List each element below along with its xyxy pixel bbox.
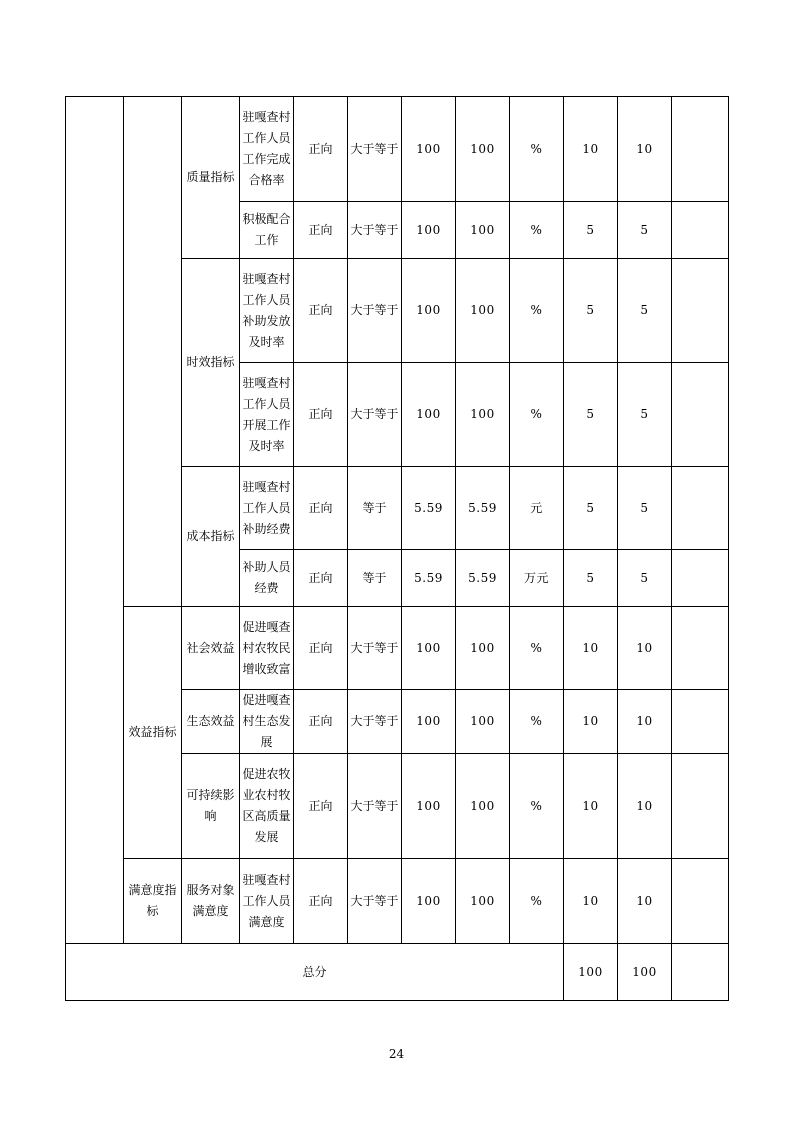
comparison-operator-cell: 大于等于: [348, 97, 402, 202]
weight-cell: 10: [564, 690, 618, 754]
performance-indicator-table: [65, 96, 729, 1001]
comparison-operator-cell: 等于: [348, 550, 402, 607]
indicator-content-cell: 驻嘎查村工作人员开展工作及时率: [240, 363, 294, 467]
target-value-cell: 100: [402, 97, 456, 202]
score-cell: 5: [618, 467, 672, 550]
indicator-direction-cell: 正向: [294, 97, 348, 202]
table-row: [66, 607, 729, 690]
score-cell: 10: [618, 754, 672, 859]
score-cell: 5: [618, 363, 672, 467]
weight-cell: 5: [564, 259, 618, 363]
weight-cell: 10: [564, 607, 618, 690]
comparison-operator-cell: 大于等于: [348, 202, 402, 259]
unit-cell: %: [510, 97, 564, 202]
note-cell: [672, 754, 729, 859]
comparison-operator-cell: 大于等于: [348, 754, 402, 859]
actual-value-cell: 100: [456, 859, 510, 944]
note-cell: [672, 607, 729, 690]
comparison-operator-cell: 大于等于: [348, 607, 402, 690]
tertiary-indicator-cell: 成本指标: [182, 467, 240, 607]
secondary-indicator-cell: 效益指标: [124, 607, 182, 859]
score-cell: 10: [618, 607, 672, 690]
tertiary-indicator-cell: 服务对象满意度: [182, 859, 240, 944]
note-cell: [672, 363, 729, 467]
indicator-direction-cell: 正向: [294, 467, 348, 550]
indicator-direction-cell: 正向: [294, 550, 348, 607]
indicator-direction-cell: 正向: [294, 754, 348, 859]
comparison-operator-cell: 大于等于: [348, 363, 402, 467]
unit-cell: 元: [510, 467, 564, 550]
target-value-cell: 100: [402, 607, 456, 690]
target-value-cell: 5.59: [402, 467, 456, 550]
tertiary-indicator-cell: 时效指标: [182, 259, 240, 467]
note-cell: [672, 859, 729, 944]
weight-cell: 5: [564, 202, 618, 259]
weight-cell: 5: [564, 550, 618, 607]
unit-cell: %: [510, 754, 564, 859]
indicator-content-cell: 驻嘎查村工作人员工作完成合格率: [240, 97, 294, 202]
comparison-operator-cell: 大于等于: [348, 690, 402, 754]
target-value-cell: 5.59: [402, 550, 456, 607]
page-number: 24: [388, 1047, 405, 1061]
actual-value-cell: 5.59: [456, 467, 510, 550]
weight-cell: 10: [564, 97, 618, 202]
indicator-content-cell: 促进嘎查村生态发展: [240, 690, 294, 754]
target-value-cell: 100: [402, 202, 456, 259]
unit-cell: %: [510, 202, 564, 259]
score-cell: 10: [618, 690, 672, 754]
tertiary-indicator-cell: 质量指标: [182, 97, 240, 259]
indicator-direction-cell: 正向: [294, 259, 348, 363]
target-value-cell: 100: [402, 859, 456, 944]
unit-cell: %: [510, 363, 564, 467]
indicator-content-cell: 驻嘎查村工作人员补助经费: [240, 467, 294, 550]
total-weight-cell: 100: [564, 944, 618, 1001]
score-cell: 10: [618, 97, 672, 202]
indicator-content-cell: 促进农牧业农村牧区高质量发展: [240, 754, 294, 859]
total-score-cell: 100: [618, 944, 672, 1001]
unit-cell: %: [510, 690, 564, 754]
score-cell: 5: [618, 202, 672, 259]
tertiary-indicator-cell: 社会效益: [182, 607, 240, 690]
target-value-cell: 100: [402, 363, 456, 467]
tertiary-indicator-cell: 生态效益: [182, 690, 240, 754]
indicator-content-cell: 补助人员经费: [240, 550, 294, 607]
indicator-direction-cell: 正向: [294, 859, 348, 944]
total-note-cell: [672, 944, 729, 1001]
weight-cell: 5: [564, 363, 618, 467]
secondary-indicator-cell: [124, 97, 182, 607]
unit-cell: %: [510, 607, 564, 690]
primary-indicator-cell: [66, 97, 124, 944]
indicator-content-cell: 促进嘎查村农牧民增收致富: [240, 607, 294, 690]
actual-value-cell: 100: [456, 363, 510, 467]
comparison-operator-cell: 大于等于: [348, 259, 402, 363]
indicator-direction-cell: 正向: [294, 363, 348, 467]
actual-value-cell: 100: [456, 97, 510, 202]
total-row: [66, 944, 729, 1001]
secondary-indicator-cell: 满意度指标: [124, 859, 182, 944]
note-cell: [672, 259, 729, 363]
weight-cell: 5: [564, 467, 618, 550]
note-cell: [672, 690, 729, 754]
indicator-content-cell: 驻嘎查村工作人员补助发放及时率: [240, 259, 294, 363]
comparison-operator-cell: 等于: [348, 467, 402, 550]
score-cell: 5: [618, 259, 672, 363]
comparison-operator-cell: 大于等于: [348, 859, 402, 944]
weight-cell: 10: [564, 754, 618, 859]
note-cell: [672, 550, 729, 607]
table-row: [66, 97, 729, 202]
unit-cell: %: [510, 859, 564, 944]
score-cell: 5: [618, 550, 672, 607]
indicator-content-cell: 驻嘎查村工作人员满意度: [240, 859, 294, 944]
weight-cell: 10: [564, 859, 618, 944]
indicator-content-cell: 积极配合工作: [240, 202, 294, 259]
indicator-direction-cell: 正向: [294, 690, 348, 754]
actual-value-cell: 100: [456, 607, 510, 690]
actual-value-cell: 100: [456, 202, 510, 259]
tertiary-indicator-cell: 可持续影响: [182, 754, 240, 859]
total-label-cell: 总分: [66, 944, 564, 1001]
actual-value-cell: 100: [456, 259, 510, 363]
actual-value-cell: 100: [456, 754, 510, 859]
note-cell: [672, 97, 729, 202]
target-value-cell: 100: [402, 754, 456, 859]
indicator-direction-cell: 正向: [294, 202, 348, 259]
note-cell: [672, 202, 729, 259]
actual-value-cell: 100: [456, 690, 510, 754]
indicator-direction-cell: 正向: [294, 607, 348, 690]
note-cell: [672, 467, 729, 550]
target-value-cell: 100: [402, 259, 456, 363]
score-cell: 10: [618, 859, 672, 944]
unit-cell: 万元: [510, 550, 564, 607]
table-row: [66, 859, 729, 944]
actual-value-cell: 5.59: [456, 550, 510, 607]
unit-cell: %: [510, 259, 564, 363]
target-value-cell: 100: [402, 690, 456, 754]
